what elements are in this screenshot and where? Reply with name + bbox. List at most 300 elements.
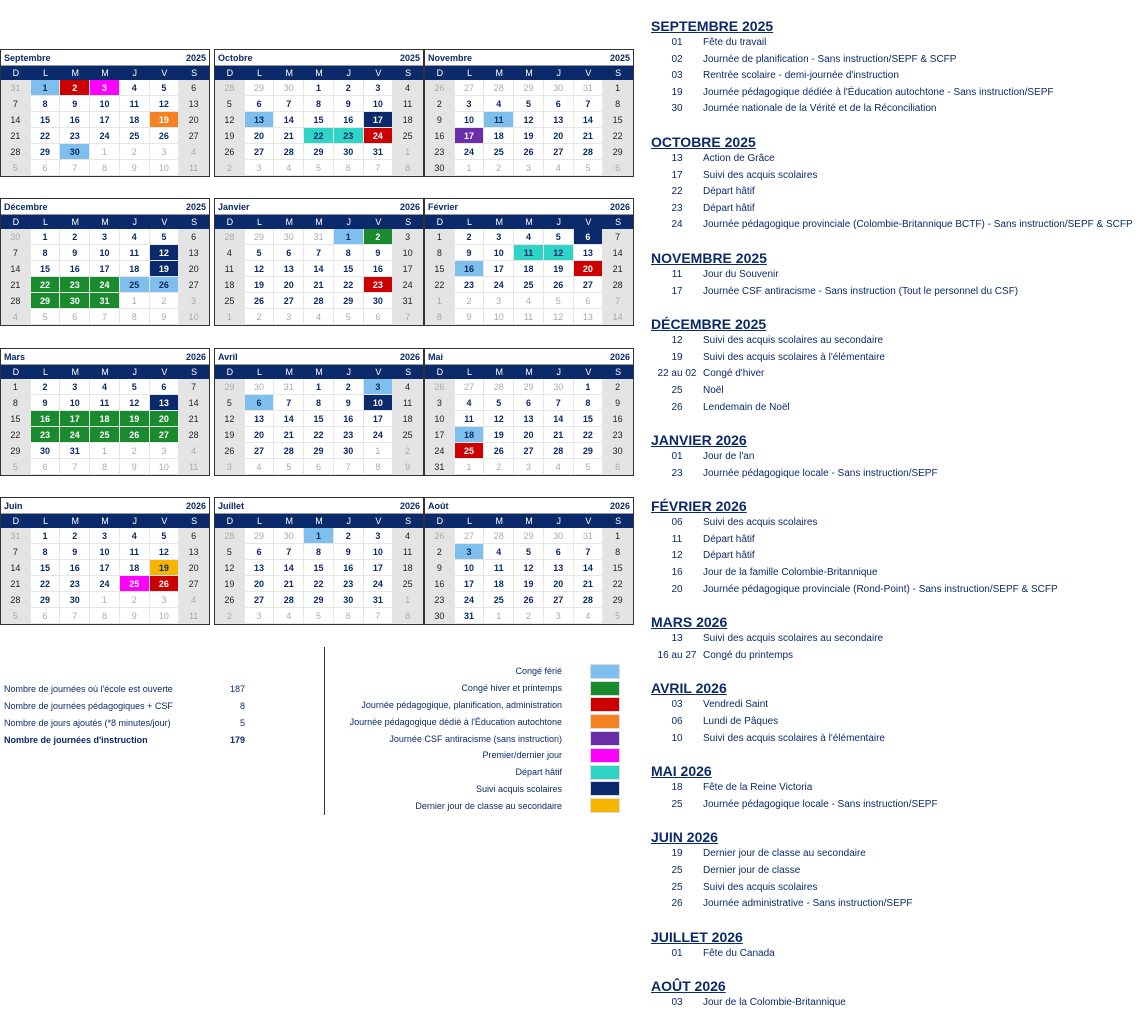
event-row	[651, 846, 1140, 863]
day-cell: 8	[304, 395, 334, 411]
day-cell: 1	[90, 443, 120, 459]
day-cell: 5	[304, 608, 334, 624]
weekday-header-row	[425, 66, 633, 80]
day-cell: 8	[393, 608, 423, 624]
weekday-label: S	[615, 367, 622, 377]
stat-row	[4, 697, 249, 714]
day-cell: 3	[274, 309, 304, 325]
legend-row	[330, 797, 620, 814]
day-cell: 1	[334, 229, 364, 245]
day-cell: 2	[120, 592, 150, 608]
day-cell: 1	[425, 229, 455, 245]
legend-label: Journée pédagogique, planification, administration	[361, 699, 562, 710]
event-date: 16 au 27	[657, 649, 697, 661]
event-row	[651, 350, 1140, 367]
day-cell: 10	[484, 309, 514, 325]
day-cell: 30	[364, 293, 394, 309]
event-row	[651, 52, 1140, 69]
weekday-label: V	[375, 516, 382, 526]
day-cell: 3	[60, 379, 90, 395]
day-cell: 5	[150, 80, 180, 96]
event-date: 22 au 02	[657, 368, 697, 380]
day-cell: 16	[425, 128, 455, 144]
day-cell: 28	[1, 144, 31, 160]
weekday-header-row	[425, 365, 633, 379]
day-cell: 10	[150, 459, 180, 475]
day-cell: 7	[364, 608, 394, 624]
event-row	[651, 184, 1140, 201]
day-cell: 22	[603, 576, 633, 592]
stat-label: Nombre de journées pédagogiques + CSF	[4, 700, 173, 711]
day-cell: 10	[179, 309, 209, 325]
event-row	[651, 400, 1140, 417]
day-cell: 4	[544, 459, 574, 475]
day-cell: 7	[274, 395, 304, 411]
weekday-label: S	[191, 516, 198, 526]
weekday-label: D	[436, 217, 444, 227]
day-cell: 19	[484, 427, 514, 443]
day-cell: 10	[90, 544, 120, 560]
day-cell: 22	[304, 128, 334, 144]
day-cell: 1	[215, 309, 245, 325]
event-text: Lendemain de Noël	[703, 401, 790, 413]
day-cell: 8	[304, 96, 334, 112]
day-cell: 22	[304, 427, 334, 443]
day-cell: 2	[603, 379, 633, 395]
weekday-label: M	[495, 367, 504, 377]
day-cell: 1	[484, 608, 514, 624]
month-year: 2026	[609, 351, 630, 362]
day-cell: 22	[1, 427, 31, 443]
weekday-label: M	[525, 68, 533, 78]
day-cell: 5	[334, 309, 364, 325]
day-grid	[215, 528, 423, 624]
day-cell: 16	[334, 560, 364, 576]
month-calendar	[0, 49, 210, 177]
weekday-label: D	[12, 217, 20, 227]
month-header	[425, 199, 633, 215]
event-date: 30	[671, 103, 683, 115]
day-cell: 1	[574, 379, 604, 395]
day-cell: 12	[514, 560, 544, 576]
day-cell: 23	[455, 277, 485, 293]
day-cell: 25	[393, 128, 423, 144]
day-cell: 2	[120, 443, 150, 459]
day-cell: 27	[150, 427, 180, 443]
stat-value: 8	[239, 700, 245, 711]
month-calendar	[214, 198, 424, 326]
weekday-label: J	[556, 516, 561, 526]
legend-label: Dernier jour de classe au secondaire	[415, 800, 562, 811]
event-row	[651, 880, 1140, 897]
day-cell: 27	[245, 592, 275, 608]
day-cell: 23	[60, 277, 90, 293]
legend-swatch	[590, 664, 620, 679]
day-cell: 4	[1, 309, 31, 325]
day-cell: 2	[120, 144, 150, 160]
day-cell: 30	[334, 443, 364, 459]
month-year: 2026	[399, 351, 420, 362]
day-cell: 11	[393, 544, 423, 560]
day-cell: 1	[90, 592, 120, 608]
day-cell: 6	[245, 96, 275, 112]
day-cell: 9	[120, 608, 150, 624]
weekday-label: M	[315, 68, 323, 78]
weekday-label: M	[71, 217, 80, 227]
day-cell: 25	[484, 592, 514, 608]
event-date: 25	[671, 384, 683, 396]
day-cell: 5	[150, 229, 180, 245]
day-cell: 10	[484, 245, 514, 261]
day-cell: 4	[393, 80, 423, 96]
day-cell: 19	[150, 560, 180, 576]
weekday-label: J	[346, 217, 351, 227]
day-cell: 27	[514, 443, 544, 459]
month-year: 2026	[399, 201, 420, 212]
day-cell: 29	[215, 379, 245, 395]
day-cell: 30	[1, 229, 31, 245]
weekday-label: J	[346, 68, 351, 78]
day-cell: 4	[514, 229, 544, 245]
events-list	[651, 18, 1140, 1012]
day-cell: 1	[304, 379, 334, 395]
legend-label: Congé férié	[515, 666, 562, 677]
day-cell: 20	[150, 411, 180, 427]
day-cell: 23	[31, 427, 61, 443]
day-cell: 9	[60, 96, 90, 112]
weekday-label: M	[101, 68, 109, 78]
event-date: 25	[671, 881, 683, 893]
day-cell: 2	[364, 229, 394, 245]
event-month-heading: JUILLET 2026	[651, 928, 743, 945]
day-cell: 5	[484, 395, 514, 411]
day-cell: 14	[574, 560, 604, 576]
month-name: Juin	[4, 500, 23, 511]
day-cell: 24	[364, 427, 394, 443]
weekday-label: M	[285, 217, 294, 227]
day-cell: 17	[455, 576, 485, 592]
day-cell: 20	[179, 261, 209, 277]
day-cell: 28	[304, 293, 334, 309]
weekday-label: M	[101, 367, 109, 377]
day-cell: 18	[393, 560, 423, 576]
month-calendar	[424, 198, 634, 326]
day-cell: 30	[425, 160, 455, 176]
event-row	[651, 548, 1140, 565]
day-cell: 29	[304, 592, 334, 608]
weekday-label: L	[43, 217, 49, 227]
day-cell: 21	[274, 128, 304, 144]
day-cell: 1	[393, 592, 423, 608]
event-date: 20	[671, 583, 683, 595]
day-cell: 25	[514, 277, 544, 293]
event-text: Suivi des acquis scolaires	[703, 881, 818, 893]
day-cell: 27	[245, 443, 275, 459]
day-cell: 6	[574, 293, 604, 309]
day-cell: 1	[31, 80, 61, 96]
weekday-label: S	[615, 516, 622, 526]
event-text: Départ hâtif	[703, 550, 755, 562]
day-cell: 29	[245, 229, 275, 245]
day-cell: 21	[274, 576, 304, 592]
day-cell: 18	[455, 427, 485, 443]
day-cell: 9	[334, 544, 364, 560]
day-cell: 13	[179, 544, 209, 560]
day-cell: 7	[60, 459, 90, 475]
day-cell: 22	[31, 277, 61, 293]
day-cell: 4	[484, 96, 514, 112]
event-text: Fête du Canada	[703, 947, 775, 959]
day-cell: 8	[90, 160, 120, 176]
weekday-label: D	[226, 68, 234, 78]
day-cell: 20	[274, 277, 304, 293]
day-cell: 29	[304, 144, 334, 160]
day-cell: 30	[245, 379, 275, 395]
day-cell: 8	[425, 245, 455, 261]
event-text: Suivi des acquis scolaires	[703, 517, 818, 529]
day-cell: 29	[603, 592, 633, 608]
day-cell: 10	[455, 560, 485, 576]
day-cell: 4	[393, 528, 423, 544]
day-cell: 10	[393, 245, 423, 261]
day-cell: 26	[215, 144, 245, 160]
day-cell: 3	[90, 528, 120, 544]
event-text: Journée administrative - Sans instruction/SEPF	[703, 898, 913, 910]
day-cell: 6	[334, 608, 364, 624]
day-cell: 30	[544, 379, 574, 395]
event-row	[651, 565, 1140, 582]
day-cell: 11	[120, 245, 150, 261]
day-cell: 10	[425, 411, 455, 427]
legend-label: Journée CSF antiracisme (sans instruction)	[389, 733, 562, 744]
day-cell: 22	[334, 277, 364, 293]
day-cell: 16	[60, 261, 90, 277]
day-cell: 13	[245, 560, 275, 576]
legend-swatch	[590, 748, 620, 763]
month-name: Août	[428, 500, 449, 511]
day-cell: 15	[31, 261, 61, 277]
day-cell: 1	[364, 443, 394, 459]
day-cell: 11	[90, 395, 120, 411]
day-cell: 25	[120, 277, 150, 293]
day-cell: 20	[245, 427, 275, 443]
day-cell: 28	[215, 229, 245, 245]
month-header	[425, 349, 633, 365]
month-calendar	[424, 497, 634, 625]
event-date: 13	[671, 152, 683, 164]
weekday-label: D	[12, 516, 20, 526]
day-cell: 26	[245, 293, 275, 309]
month-calendar	[0, 348, 210, 476]
event-date: 18	[671, 782, 683, 794]
day-cell: 31	[455, 608, 485, 624]
day-cell: 24	[455, 592, 485, 608]
day-cell: 31	[574, 528, 604, 544]
event-text: Jour de la Colombie-Britannique	[703, 997, 846, 1009]
day-cell: 9	[393, 459, 423, 475]
event-row	[651, 631, 1140, 648]
day-cell: 28	[179, 427, 209, 443]
day-cell: 30	[334, 592, 364, 608]
day-cell: 16	[364, 261, 394, 277]
month-name: Juillet	[218, 500, 245, 511]
day-cell: 6	[150, 379, 180, 395]
day-cell: 31	[274, 379, 304, 395]
month-name: Octobre	[218, 52, 253, 63]
day-cell: 22	[603, 128, 633, 144]
event-text: Départ hâtif	[703, 186, 755, 198]
day-cell: 7	[574, 96, 604, 112]
month-year: 2025	[399, 52, 420, 63]
day-cell: 26	[425, 80, 455, 96]
day-cell: 14	[304, 261, 334, 277]
weekday-header-row	[1, 365, 209, 379]
day-cell: 14	[179, 395, 209, 411]
day-cell: 31	[364, 144, 394, 160]
weekday-label: L	[467, 217, 473, 227]
day-cell: 11	[120, 544, 150, 560]
day-cell: 29	[574, 443, 604, 459]
event-month-heading: AOÛT 2026	[651, 978, 726, 995]
day-cell: 28	[274, 443, 304, 459]
day-cell: 2	[150, 293, 180, 309]
day-cell: 7	[179, 379, 209, 395]
day-cell: 15	[31, 560, 61, 576]
day-cell: 28	[274, 144, 304, 160]
event-row	[651, 333, 1140, 350]
weekday-label: D	[226, 367, 234, 377]
day-cell: 28	[574, 144, 604, 160]
day-cell: 13	[179, 96, 209, 112]
event-row	[651, 267, 1140, 284]
day-cell: 24	[90, 128, 120, 144]
event-text: Journée pédagogique provinciale (Rond-Point) - Sans instruction/SEPF & SCFP	[703, 583, 1058, 595]
weekday-header-row	[425, 514, 633, 528]
day-cell: 17	[364, 411, 394, 427]
day-cell: 1	[393, 144, 423, 160]
day-cell: 9	[603, 395, 633, 411]
day-grid	[1, 379, 209, 475]
weekday-label: J	[132, 367, 137, 377]
day-cell: 6	[603, 459, 633, 475]
legend-swatch	[590, 731, 620, 746]
day-cell: 8	[393, 160, 423, 176]
day-cell: 28	[484, 80, 514, 96]
day-cell: 28	[1, 592, 31, 608]
legend-swatch	[590, 681, 620, 696]
event-date: 02	[671, 53, 683, 65]
month-name: Avril	[218, 351, 238, 362]
day-cell: 24	[484, 277, 514, 293]
weekday-label: M	[525, 516, 533, 526]
weekday-label: D	[436, 367, 444, 377]
day-cell: 27	[544, 592, 574, 608]
day-cell: 27	[179, 128, 209, 144]
event-text: Congé d'hiver	[703, 368, 765, 380]
day-cell: 26	[484, 443, 514, 459]
day-cell: 9	[60, 544, 90, 560]
day-cell: 5	[31, 309, 61, 325]
day-cell: 30	[603, 443, 633, 459]
month-name: Novembre	[428, 52, 473, 63]
day-cell: 6	[31, 608, 61, 624]
stat-label: Nombre de journées d'instruction	[4, 734, 148, 745]
day-cell: 1	[31, 528, 61, 544]
day-cell: 2	[455, 229, 485, 245]
day-cell: 2	[215, 608, 245, 624]
weekday-label: M	[315, 516, 323, 526]
day-cell: 20	[544, 128, 574, 144]
calendar-grid	[0, 0, 640, 640]
day-cell: 3	[484, 293, 514, 309]
weekday-label: V	[161, 68, 168, 78]
weekday-label: D	[436, 516, 444, 526]
day-cell: 3	[215, 459, 245, 475]
event-date: 01	[671, 37, 683, 48]
day-cell: 6	[574, 229, 604, 245]
day-cell: 20	[544, 576, 574, 592]
event-date: 06	[671, 716, 683, 728]
day-cell: 4	[179, 592, 209, 608]
day-cell: 6	[60, 309, 90, 325]
day-cell: 4	[120, 229, 150, 245]
weekday-label: M	[71, 367, 80, 377]
day-cell: 11	[179, 160, 209, 176]
day-cell: 29	[1, 443, 31, 459]
month-header	[1, 498, 209, 514]
event-text: Lundi de Pâques	[703, 716, 779, 728]
day-cell: 7	[393, 309, 423, 325]
event-row	[651, 85, 1140, 102]
day-cell: 2	[334, 80, 364, 96]
weekday-label: V	[585, 217, 592, 227]
weekday-label: L	[43, 68, 49, 78]
event-month-heading: JANVIER 2026	[651, 432, 747, 449]
event-row	[651, 731, 1140, 748]
month-header	[215, 199, 423, 215]
day-cell: 6	[544, 96, 574, 112]
event-date: 10	[671, 732, 683, 744]
event-row	[651, 532, 1140, 549]
day-cell: 13	[544, 112, 574, 128]
day-grid	[425, 80, 633, 176]
weekday-label: D	[226, 516, 234, 526]
day-cell: 12	[150, 96, 180, 112]
day-cell: 8	[120, 309, 150, 325]
day-cell: 15	[31, 112, 61, 128]
event-text: Départ hâtif	[703, 202, 755, 214]
day-cell: 5	[150, 528, 180, 544]
day-cell: 18	[484, 128, 514, 144]
weekday-label: M	[285, 68, 294, 78]
event-month-heading: MARS 2026	[651, 614, 728, 631]
day-cell: 27	[274, 293, 304, 309]
day-cell: 5	[215, 395, 245, 411]
day-cell: 14	[603, 245, 633, 261]
legend-swatch	[590, 798, 620, 813]
day-cell: 13	[245, 411, 275, 427]
weekday-header-row	[215, 365, 423, 379]
day-cell: 18	[215, 277, 245, 293]
day-cell: 7	[274, 96, 304, 112]
day-cell: 4	[393, 379, 423, 395]
day-cell: 4	[484, 544, 514, 560]
event-date: 26	[671, 898, 683, 910]
day-cell: 12	[514, 112, 544, 128]
day-cell: 6	[514, 395, 544, 411]
day-cell: 27	[455, 528, 485, 544]
event-row	[651, 151, 1140, 168]
